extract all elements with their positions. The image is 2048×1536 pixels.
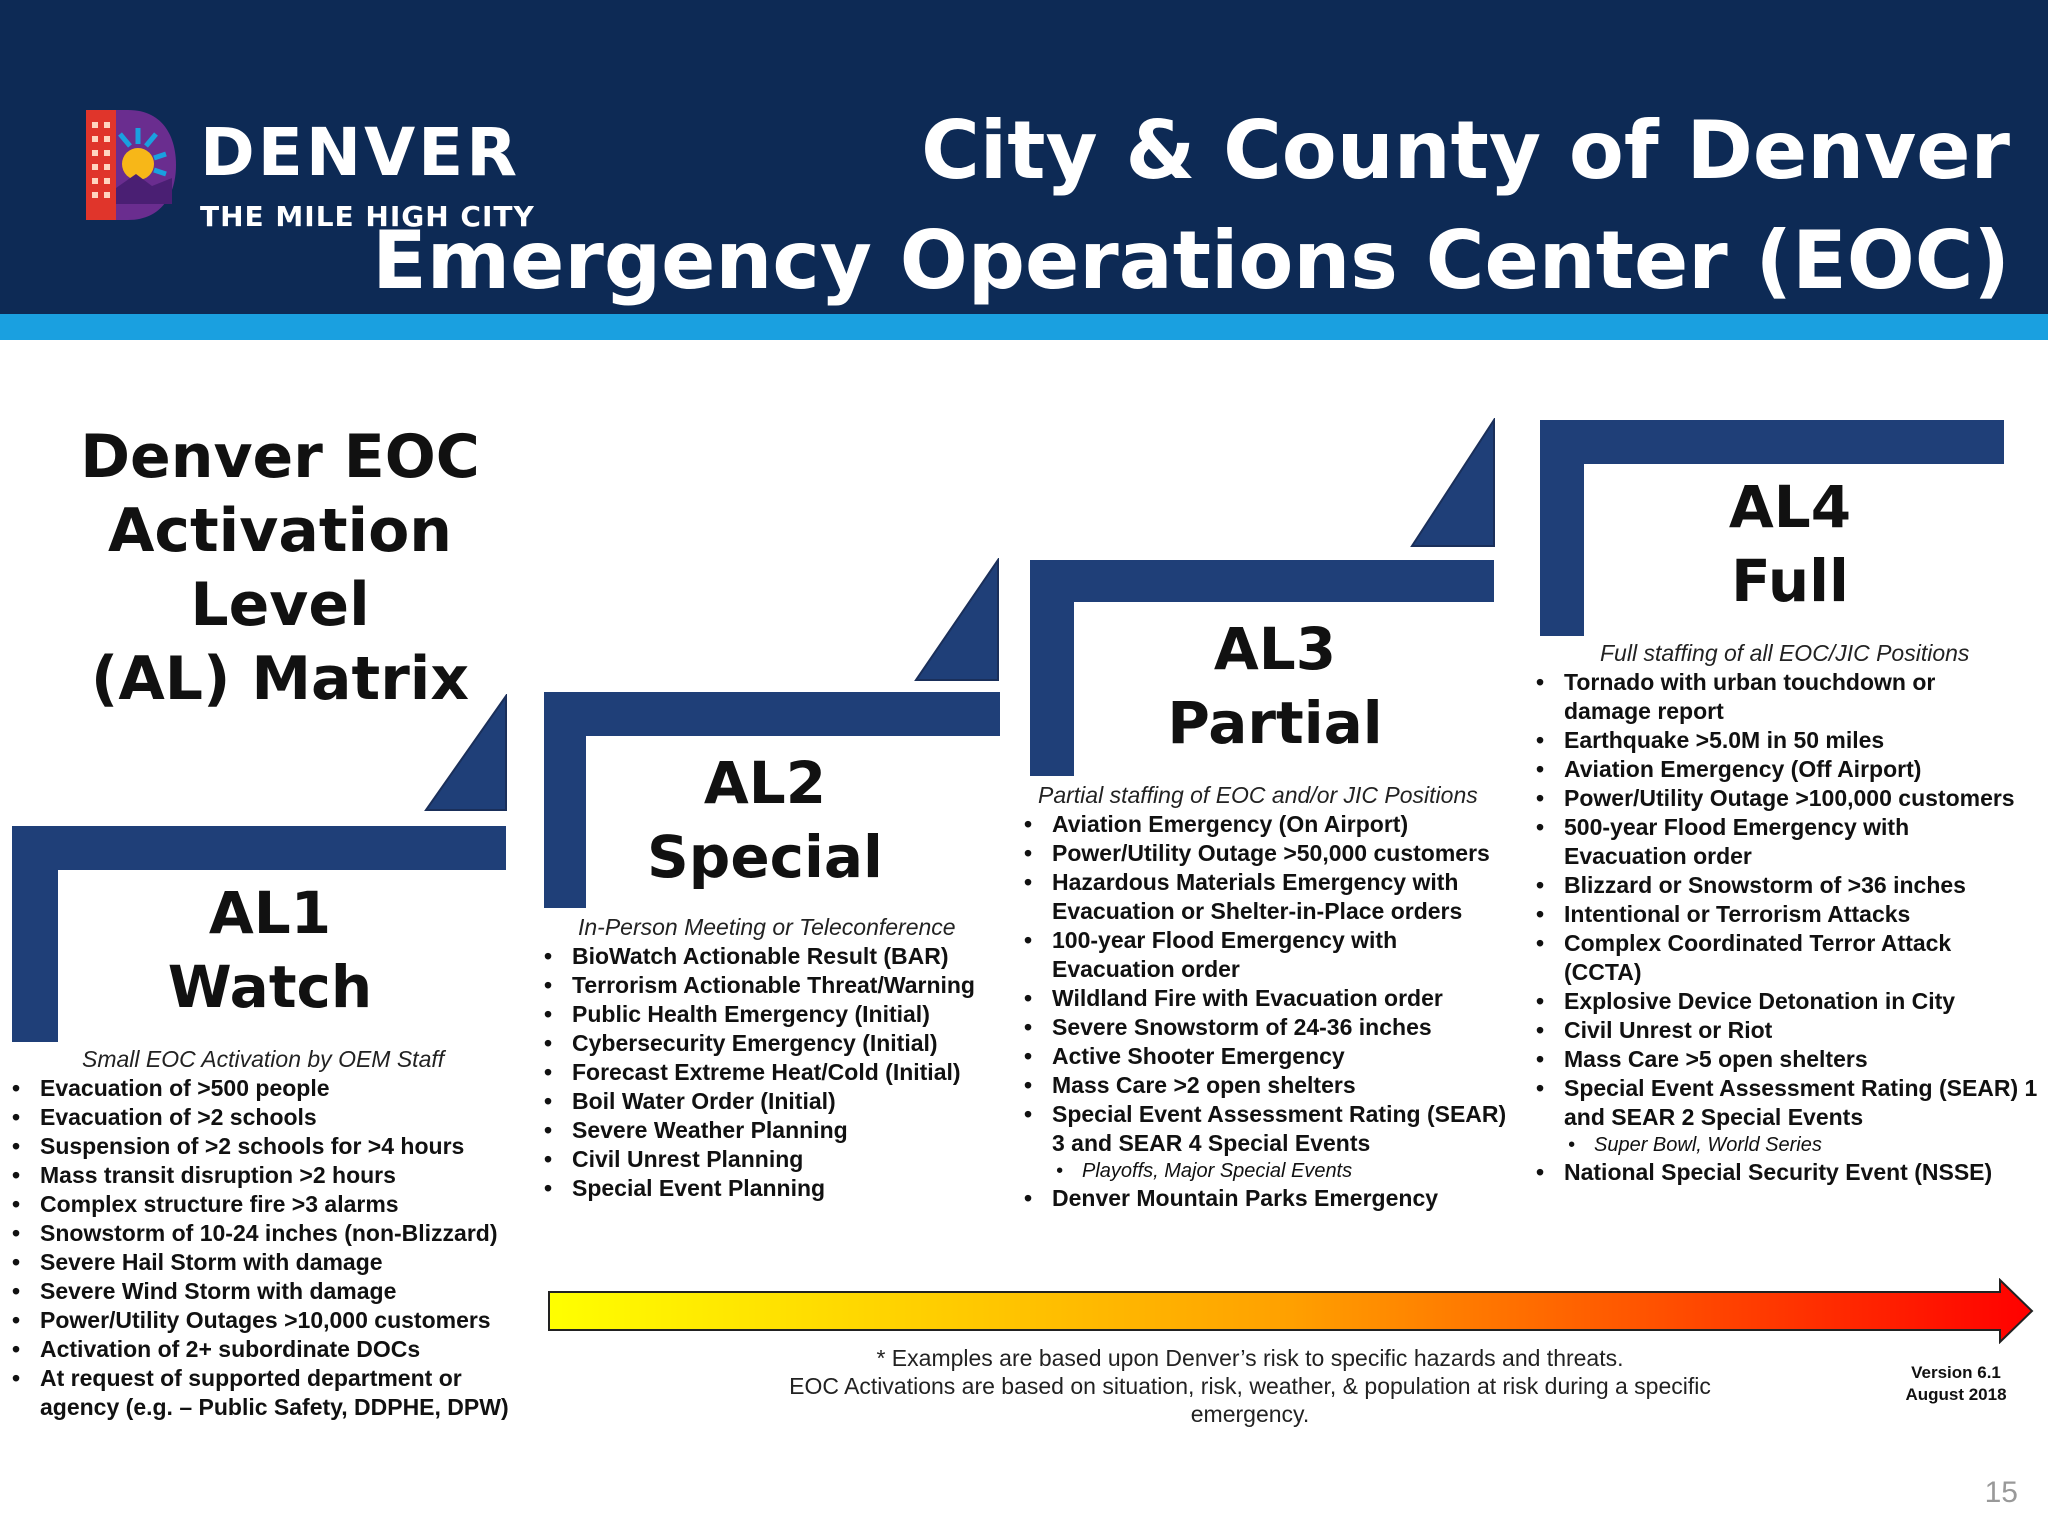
list-item: • Aviation Emergency (Off Airport) bbox=[1532, 755, 2042, 784]
list-item: • Explosive Device Detonation in City bbox=[1532, 987, 2042, 1016]
list-item: • Mass Care >5 open shelters bbox=[1532, 1045, 2042, 1074]
list-item: • Severe Hail Storm with damage bbox=[8, 1248, 548, 1277]
list-item: • Special Event Assessment Rating (SEAR) 1 and SEAR 2 Special Events bbox=[1532, 1074, 2042, 1132]
al2-name: Special bbox=[647, 823, 883, 891]
list-item: • Earthquake >5.0M in 50 miles bbox=[1532, 726, 2042, 755]
matrix-title-line: (AL) Matrix bbox=[90, 644, 470, 714]
list-item: • Evacuation of >2 schools bbox=[8, 1103, 548, 1132]
list-sub-item: • Super Bowl, World Series bbox=[1532, 1132, 2042, 1158]
list-item: • Civil Unrest Planning bbox=[540, 1145, 1010, 1174]
title-line-2: Emergency Operations Center (EOC) bbox=[372, 214, 2010, 307]
title-line-1: City & County of Denver bbox=[921, 104, 2010, 197]
list-item: • 100-year Flood Emergency with Evacuation order bbox=[1020, 926, 1462, 984]
al4-name: Full bbox=[1731, 547, 1849, 615]
list-item: • Blizzard or Snowstorm of >36 inches bbox=[1532, 871, 2042, 900]
list-item: • Forecast Extreme Heat/Cold (Initial) bbox=[540, 1058, 1010, 1087]
list-item: • Snowstorm of 10-24 inches (non-Blizzard) bbox=[8, 1219, 548, 1248]
al3-name: Partial bbox=[1167, 689, 1383, 757]
al2-heading bbox=[590, 746, 940, 894]
list-item: • Power/Utility Outages >10,000 customers bbox=[8, 1306, 548, 1335]
version-date: August 2018 bbox=[1905, 1385, 2007, 1404]
list-item: • Evacuation of >500 people bbox=[8, 1074, 548, 1103]
matrix-title bbox=[30, 420, 530, 716]
al2-code: AL2 bbox=[703, 749, 827, 817]
al3-step-side bbox=[1030, 560, 1074, 776]
matrix-title-line: Denver EOC bbox=[80, 422, 480, 492]
al3-subtitle: Partial staffing of EOC and/or JIC Positions bbox=[1038, 782, 1478, 808]
al1-step-top bbox=[12, 826, 506, 870]
list-item: • Cybersecurity Emergency (Initial) bbox=[540, 1029, 1010, 1058]
list-item: • Terrorism Actionable Threat/Warning bbox=[540, 971, 1010, 1000]
al3-list bbox=[1020, 810, 1520, 1213]
list-item: • Denver Mountain Parks Emergency bbox=[1020, 1184, 1520, 1213]
version-info bbox=[1878, 1362, 2034, 1406]
list-item: • Mass transit disruption >2 hours bbox=[8, 1161, 548, 1190]
al4-subtitle: Full staffing of all EOC/JIC Positions bbox=[1600, 640, 1970, 666]
list-item: • Hazardous Materials Emergency with Evacuation or Shelter-in-Place orders bbox=[1020, 868, 1522, 926]
list-item: • Aviation Emergency (On Airport) bbox=[1020, 810, 1520, 839]
list-item: • Wildland Fire with Evacuation order bbox=[1020, 984, 1520, 1013]
list-item: • Boil Water Order (Initial) bbox=[540, 1087, 1010, 1116]
list-item: • National Special Security Event (NSSE) bbox=[1532, 1158, 2042, 1187]
al4-list bbox=[1532, 668, 2042, 1187]
brand-name: DENVER bbox=[200, 114, 521, 191]
page-title bbox=[372, 96, 2010, 316]
al3-step-top bbox=[1030, 560, 1494, 602]
page-number: 15 bbox=[1984, 1476, 2018, 1509]
al1-name: Watch bbox=[167, 953, 373, 1021]
list-item: • Special Event Assessment Rating (SEAR) 3 and SEAR 4 Special Events bbox=[1020, 1100, 1522, 1158]
al1-code: AL1 bbox=[208, 879, 332, 947]
list-item: • Complex Coordinated Terror Attack (CCTA) bbox=[1532, 929, 2004, 987]
list-item: • Complex structure fire >3 alarms bbox=[8, 1190, 548, 1219]
list-item: • Intentional or Terrorism Attacks bbox=[1532, 900, 2042, 929]
al2-subtitle: In-Person Meeting or Teleconference bbox=[578, 914, 956, 940]
al3-code: AL3 bbox=[1213, 615, 1337, 683]
list-item: • Suspension of >2 schools for >4 hours bbox=[8, 1132, 548, 1161]
al2-step-top bbox=[544, 692, 1000, 736]
list-item: • Active Shooter Emergency bbox=[1020, 1042, 1520, 1071]
brand-tagline: THE MILE HIGH CITY bbox=[200, 200, 535, 233]
al2-list bbox=[540, 942, 1010, 1203]
denver-logo-icon bbox=[80, 104, 180, 226]
al2-step-side bbox=[544, 692, 586, 908]
al1-step-triangle-icon bbox=[424, 694, 508, 812]
list-sub-item: • Playoffs, Major Special Events bbox=[1020, 1158, 1520, 1184]
al2-step-triangle-icon bbox=[914, 558, 1000, 682]
list-item: • Severe Snowstorm of 24-36 inches bbox=[1020, 1013, 1520, 1042]
list-item: • Special Event Planning bbox=[540, 1174, 1010, 1203]
al1-heading bbox=[60, 876, 480, 1024]
list-item: • Power/Utility Outage >100,000 customers bbox=[1532, 784, 2042, 813]
list-item: • Public Health Emergency (Initial) bbox=[540, 1000, 1010, 1029]
al4-step-top bbox=[1540, 420, 2004, 464]
list-item: • 500-year Flood Emergency with Evacuation order bbox=[1532, 813, 1994, 871]
footnote bbox=[740, 1344, 1760, 1428]
footnote-line-2: EOC Activations are based on situation, risk, weather, & population at risk during a specific emergency. bbox=[789, 1373, 1711, 1427]
al1-subtitle: Small EOC Activation by OEM Staff bbox=[82, 1046, 445, 1072]
al4-heading bbox=[1590, 470, 1990, 618]
matrix-title-line: Activation Level bbox=[107, 496, 453, 640]
list-item: • Power/Utility Outage >50,000 customers bbox=[1020, 839, 1520, 868]
list-item: • At request of supported department or agency (e.g. – Public Safety, DDPHE, DPW) bbox=[8, 1364, 510, 1422]
al4-code: AL4 bbox=[1728, 473, 1852, 541]
version-number: Version 6.1 bbox=[1911, 1363, 2001, 1382]
list-item: • Civil Unrest or Riot bbox=[1532, 1016, 2042, 1045]
header-stripe bbox=[0, 314, 2048, 340]
list-item: • Severe Wind Storm with damage bbox=[8, 1277, 548, 1306]
list-item: • BioWatch Actionable Result (BAR) bbox=[540, 942, 1010, 971]
al4-step-side bbox=[1540, 420, 1584, 636]
al3-step-triangle-icon bbox=[1410, 418, 1496, 548]
list-item: • Tornado with urban touchdown or damage report bbox=[1532, 668, 1994, 726]
escalation-arrow-icon bbox=[548, 1278, 2034, 1344]
list-item: • Activation of 2+ subordinate DOCs bbox=[8, 1335, 548, 1364]
al1-step-side bbox=[12, 826, 58, 1042]
al3-heading bbox=[1080, 612, 1470, 760]
footnote-line-1: * Examples are based upon Denver’s risk to specific hazards and threats. bbox=[876, 1345, 1624, 1371]
al1-list bbox=[8, 1074, 548, 1422]
list-item: • Mass Care >2 open shelters bbox=[1020, 1071, 1520, 1100]
list-item: • Severe Weather Planning bbox=[540, 1116, 1010, 1145]
